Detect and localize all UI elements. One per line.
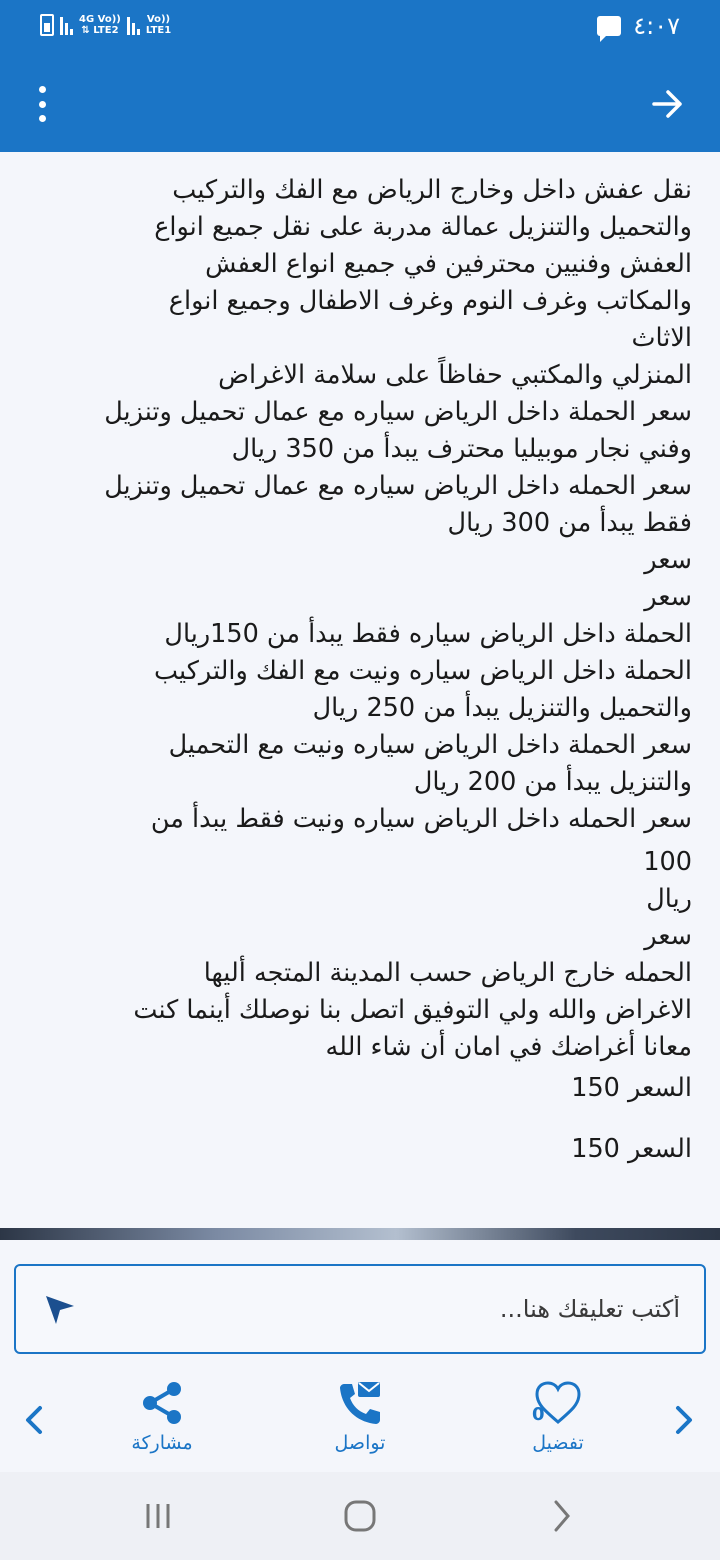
system-nav-bar (0, 1472, 720, 1560)
favorite-label: تفضيل (532, 1432, 584, 1454)
favorite-button[interactable] (498, 1380, 618, 1454)
back-nav-icon[interactable] (540, 1494, 584, 1538)
post-line: سعر الحمله داخل الرياض سياره مع عمال تحميل وتنزيل (104, 471, 692, 501)
price-label: السعر 150 (571, 1134, 692, 1164)
comment-input[interactable] (120, 1266, 680, 1352)
post-line: الحملة داخل الرياض سياره فقط يبدأ من 150ريال (164, 619, 692, 649)
post-line: معانا أغراضك في امان أن شاء الله (325, 1032, 692, 1062)
comment-box (14, 1264, 706, 1354)
favorite-count: 0 (532, 1404, 545, 1425)
post-line: العفش وفنيين محترفين في جميع انواع العفش (205, 249, 692, 279)
action-bar (0, 1362, 720, 1472)
post-line: وفني نجار موبيليا محترف يبدأ من 350 ريال (231, 434, 692, 464)
battery-icon (40, 14, 54, 36)
post-line: سعر الحملة داخل الرياض سياره ونيت مع التحميل (168, 730, 692, 760)
post-line: الحملة داخل الرياض سياره ونيت مع الفك والتركيب (154, 656, 692, 686)
sim2-volte: Vo)) (97, 14, 121, 25)
post-line: والمكاتب وغرف النوم وغرف الاطفال وجميع انواع (168, 286, 692, 316)
post-line: والتحميل والتنزيل يبدأ من 250 ريال (312, 693, 692, 723)
post-line: والتحميل والتنزيل عمالة مدربة على نقل جميع انواع (154, 212, 692, 242)
post-line: الاثاث (631, 323, 692, 353)
share-label: مشاركة (131, 1432, 193, 1454)
chevron-left-icon[interactable] (18, 1400, 50, 1440)
message-icon (597, 16, 621, 36)
image-strip (0, 1228, 720, 1240)
post-line: نقل عفش داخل وخارج الرياض مع الفك والتركيب (172, 175, 692, 205)
sim2-lte: LTE2 (93, 25, 119, 36)
sim1-lte: LTE1 (145, 25, 172, 36)
more-vert-icon[interactable] (30, 86, 54, 122)
post-line: سعر الحملة داخل الرياض سياره مع عمال تحميل وتنزيل (104, 397, 692, 427)
share-button[interactable] (102, 1380, 222, 1454)
app-bar (0, 56, 720, 152)
status-time: ٤:٠٧ (633, 12, 680, 40)
sim1-volte: Vo)) (146, 14, 171, 25)
post-line: ريال (646, 884, 692, 914)
contact-button[interactable] (300, 1380, 420, 1454)
arrow-right-icon[interactable] (648, 84, 688, 124)
post-line: الاغراض والله ولي التوفيق اتصل بنا نوصلك أينما كنت (133, 995, 692, 1025)
phone-mail-icon (336, 1380, 384, 1426)
signal-icon (127, 15, 140, 35)
post-line: المنزلي والمكتبي حفاظاً على سلامة الاغراض (218, 360, 692, 390)
post-line: فقط يبدأ من 300 ريال (447, 508, 692, 538)
chevron-right-icon[interactable] (668, 1400, 700, 1440)
post-line: سعر (644, 921, 692, 951)
home-icon[interactable] (338, 1494, 382, 1538)
status-right (597, 12, 680, 40)
status-icons (40, 14, 171, 36)
post-line: والتنزيل يبدأ من 200 ريال (413, 767, 692, 797)
signal-icon (60, 15, 73, 35)
post-line: سعر (644, 545, 692, 575)
post-line: سعر (644, 582, 692, 612)
sim1-network (146, 14, 171, 36)
contact-label: تواصل (334, 1432, 386, 1454)
share-icon (138, 1380, 186, 1426)
recent-apps-icon[interactable] (136, 1494, 180, 1538)
post-line: سعر الحمله داخل الرياض سياره ونيت فقط يبدأ من (150, 804, 692, 834)
post-content (28, 172, 692, 1168)
post-line: الحمله خارج الرياض حسب المدينة المتجه أليها (203, 958, 692, 988)
post-line: 100 (643, 847, 692, 877)
sim2-network-type: 4G (79, 14, 95, 25)
sim2-network: 4G Vo)) ⇅ LTE2 (79, 14, 121, 36)
send-icon[interactable] (42, 1292, 78, 1328)
status-bar (0, 0, 720, 56)
post-line: السعر 150 (571, 1073, 692, 1103)
